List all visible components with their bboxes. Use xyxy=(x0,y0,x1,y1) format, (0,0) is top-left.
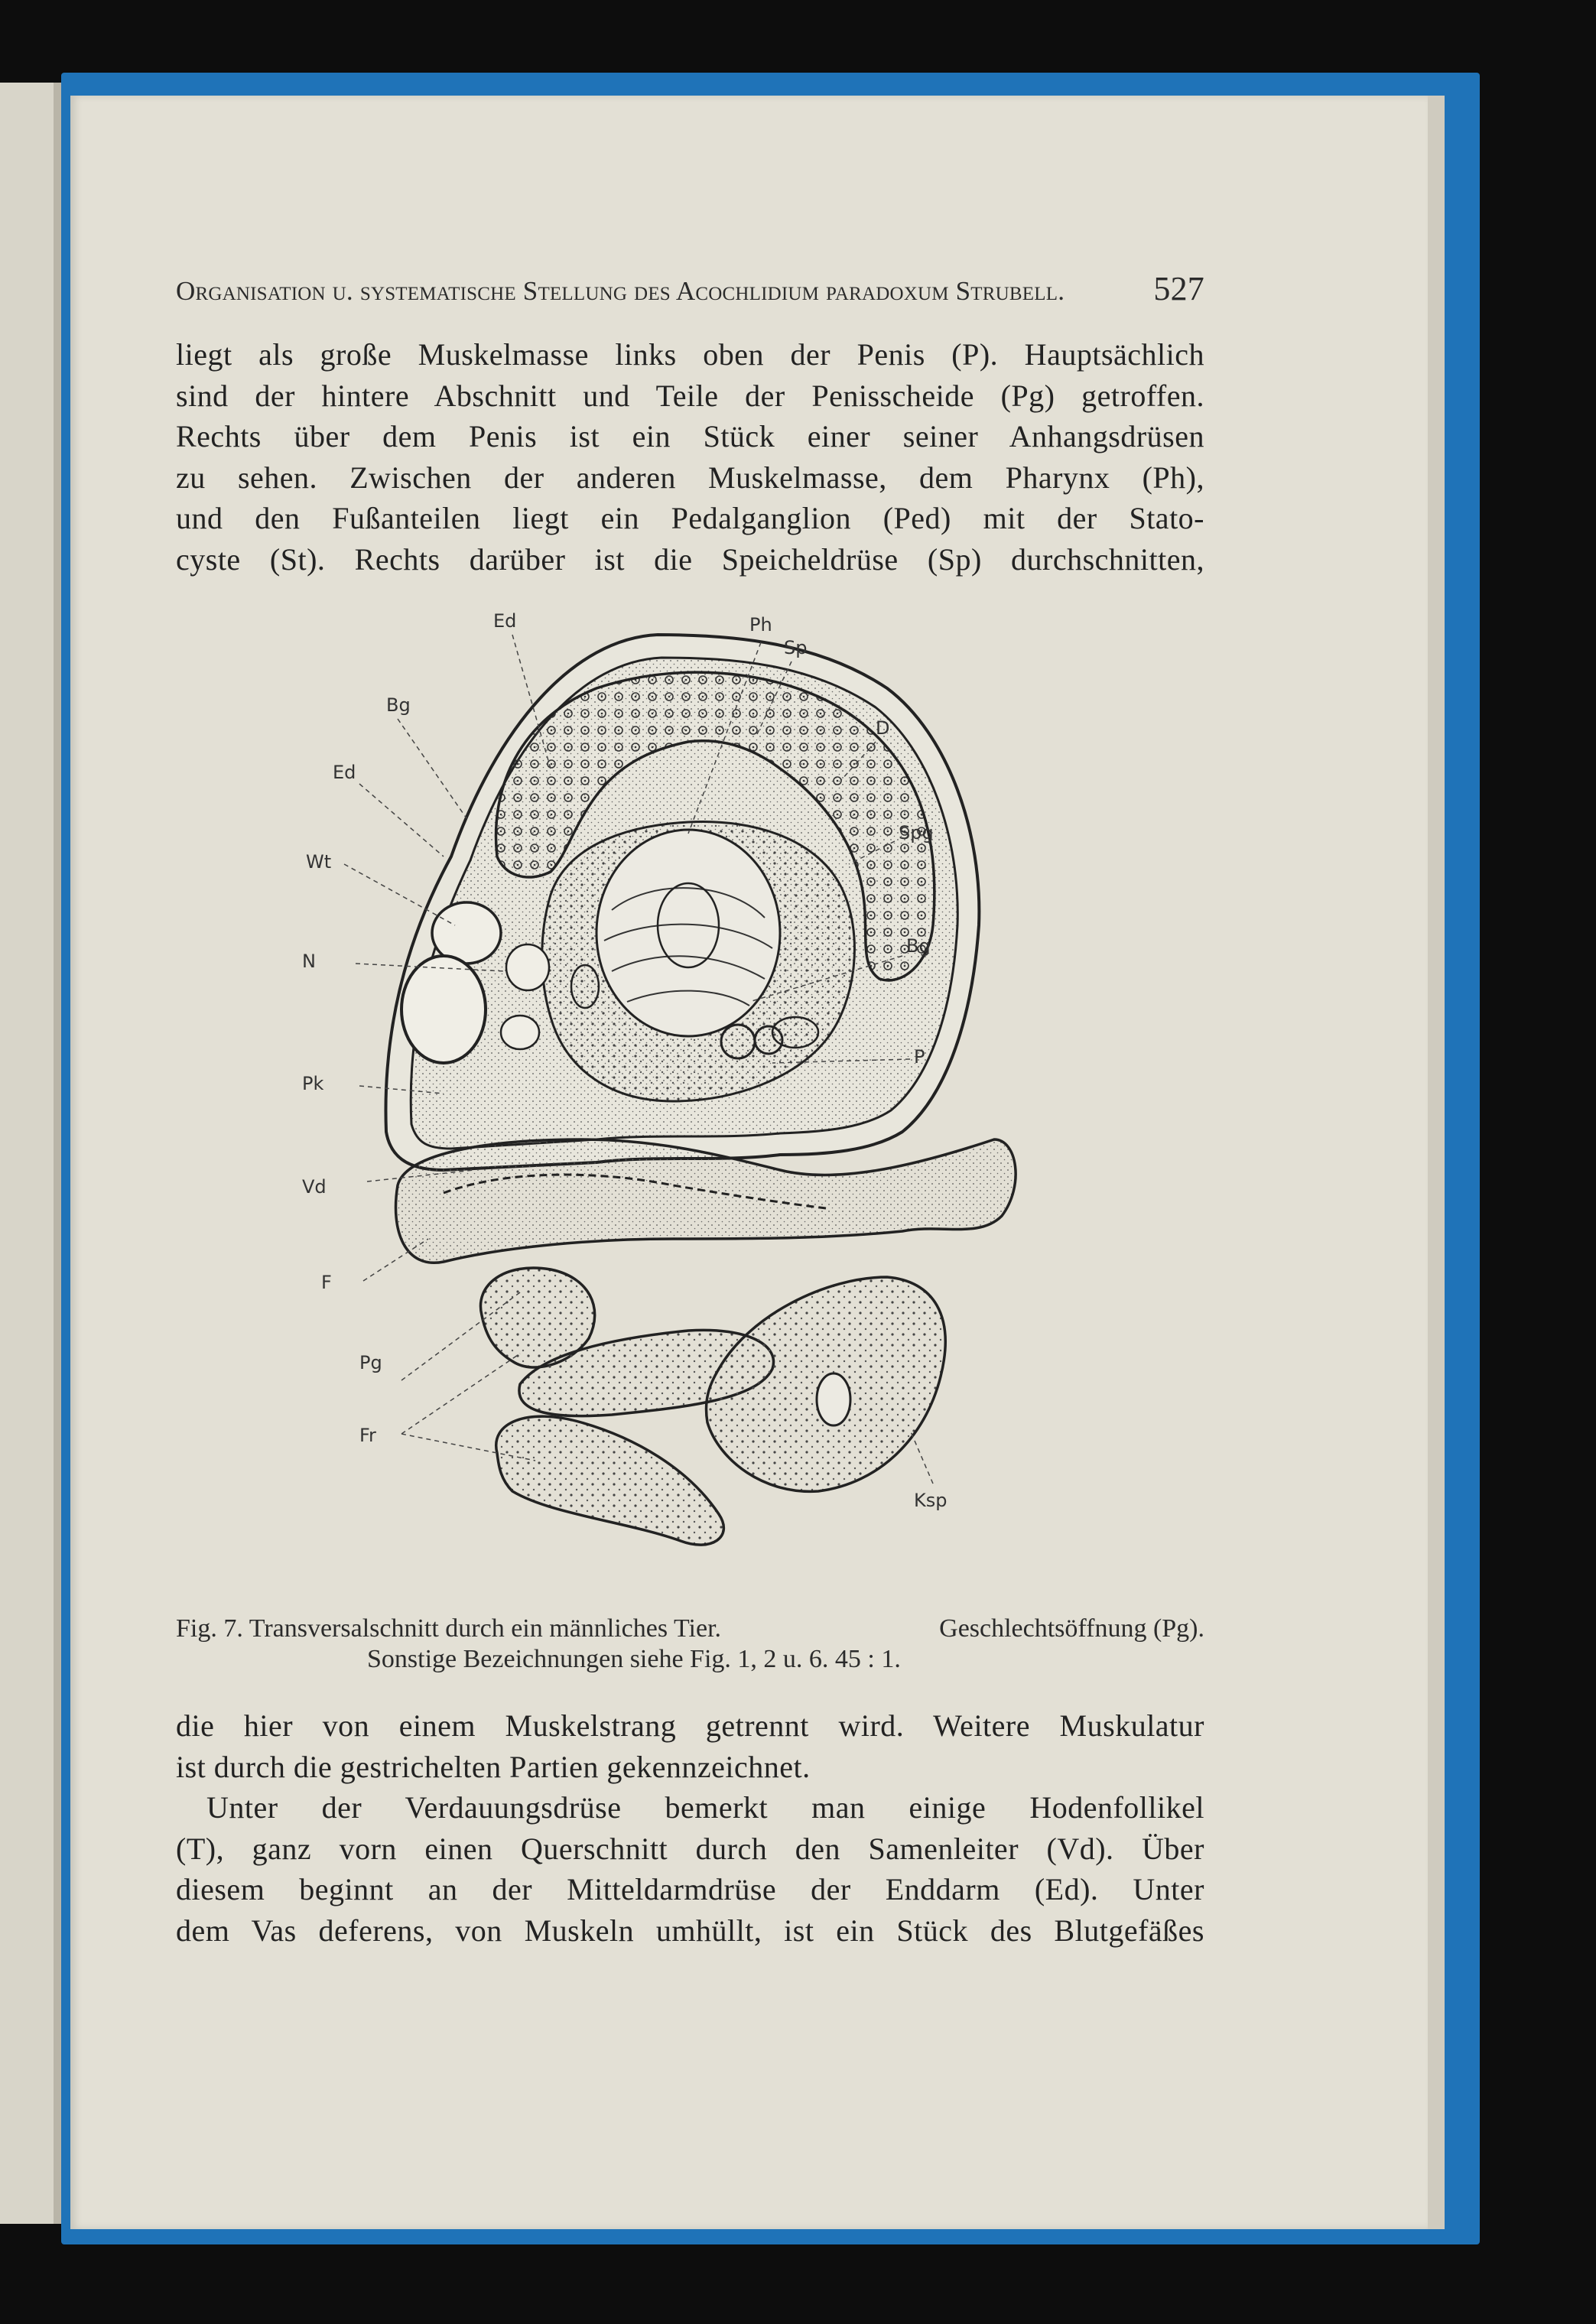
foot-upper-band xyxy=(396,1139,1016,1263)
label-spg: Spg xyxy=(899,822,934,843)
paragraph-top xyxy=(176,334,1204,580)
label-f: F xyxy=(321,1272,332,1293)
text-line: die hier von einem Muskelstrang getrennt wird. Weitere Muskulatur xyxy=(176,1708,1204,1743)
caption-line1-right: Geschlechtsöffnung (Pg). xyxy=(939,1614,1204,1643)
text-line: (T), ganz vorn einen Querschnitt durch den Samenleiter (Vd). Über xyxy=(176,1831,1204,1866)
label-fr: Fr xyxy=(359,1425,376,1446)
text-line: zu sehen. Zwischen der anderen Muskelmasse, dem Pharynx (Ph), xyxy=(176,460,1204,495)
label-vd: Vd xyxy=(302,1176,327,1198)
label-sp: Sp xyxy=(784,637,808,658)
text-line: dem Vas deferens, von Muskeln umhüllt, ist ein Stück des Blutgefäßes xyxy=(176,1913,1204,1948)
text-line: Unter der Verdauungsdrüse bemerkt man einige Hodenfollikel xyxy=(206,1790,1204,1825)
paragraph-bottom xyxy=(176,1705,1204,1951)
label-pg: Pg xyxy=(359,1352,382,1373)
text-line: diesem beginnt an der Mitteldarmdrüse der Enddarm (Ed). Unter xyxy=(176,1872,1204,1906)
label-bg-right: Bg xyxy=(906,935,931,957)
caption-line1-left: Fig. 7. Transversalschnitt durch ein männliches Tier. xyxy=(176,1614,722,1643)
text-line: liegt als große Muskelmasse links oben der Penis (P). Hauptsächlich xyxy=(176,337,1204,372)
label-ph: Ph xyxy=(749,614,772,635)
label-wt: Wt xyxy=(306,851,332,873)
caption-line2: Sonstige Bezeichnungen siehe Fig. 1, 2 u. 6. 45 : 1. xyxy=(367,1645,901,1673)
label-p: P xyxy=(914,1046,925,1068)
lower-lobe-3 xyxy=(496,1416,724,1545)
label-ed-left: Ed xyxy=(333,762,356,783)
label-pk: Pk xyxy=(302,1073,324,1094)
running-head xyxy=(176,269,1204,308)
figure-7-cross-section xyxy=(291,604,1101,1591)
page-edge xyxy=(1428,96,1445,2229)
text-line: Rechts über dem Penis ist ein Stück einer seiner Anhangsdrüsen xyxy=(176,419,1204,453)
label-ksp: Ksp xyxy=(914,1490,948,1511)
page-number: 527 xyxy=(1153,270,1204,307)
text-line: sind der hintere Abschnitt und Teile der Penisscheide (Pg) getroffen. xyxy=(176,378,1204,413)
label-ed-top: Ed xyxy=(493,610,517,632)
text-line: ist durch die gestrichelten Partien gekennzeichnet. xyxy=(176,1749,811,1784)
ganglion-1 xyxy=(432,902,501,964)
running-title: Organisation u. systematische Stellung des Acochlidium paradoxum Strubell. xyxy=(176,276,1065,306)
figure-caption xyxy=(176,1614,1204,1675)
ganglion-2 xyxy=(401,956,486,1063)
text-line: cyste (St). Rechts darüber ist die Speicheldrüse (Sp) durchschnitten, xyxy=(176,541,1204,577)
label-n: N xyxy=(302,951,316,972)
text-line: und den Fußanteilen liegt ein Pedalganglion (Ped) mit der Stato- xyxy=(176,501,1204,535)
label-d: D xyxy=(876,717,890,739)
label-bg-left: Bg xyxy=(386,694,411,716)
